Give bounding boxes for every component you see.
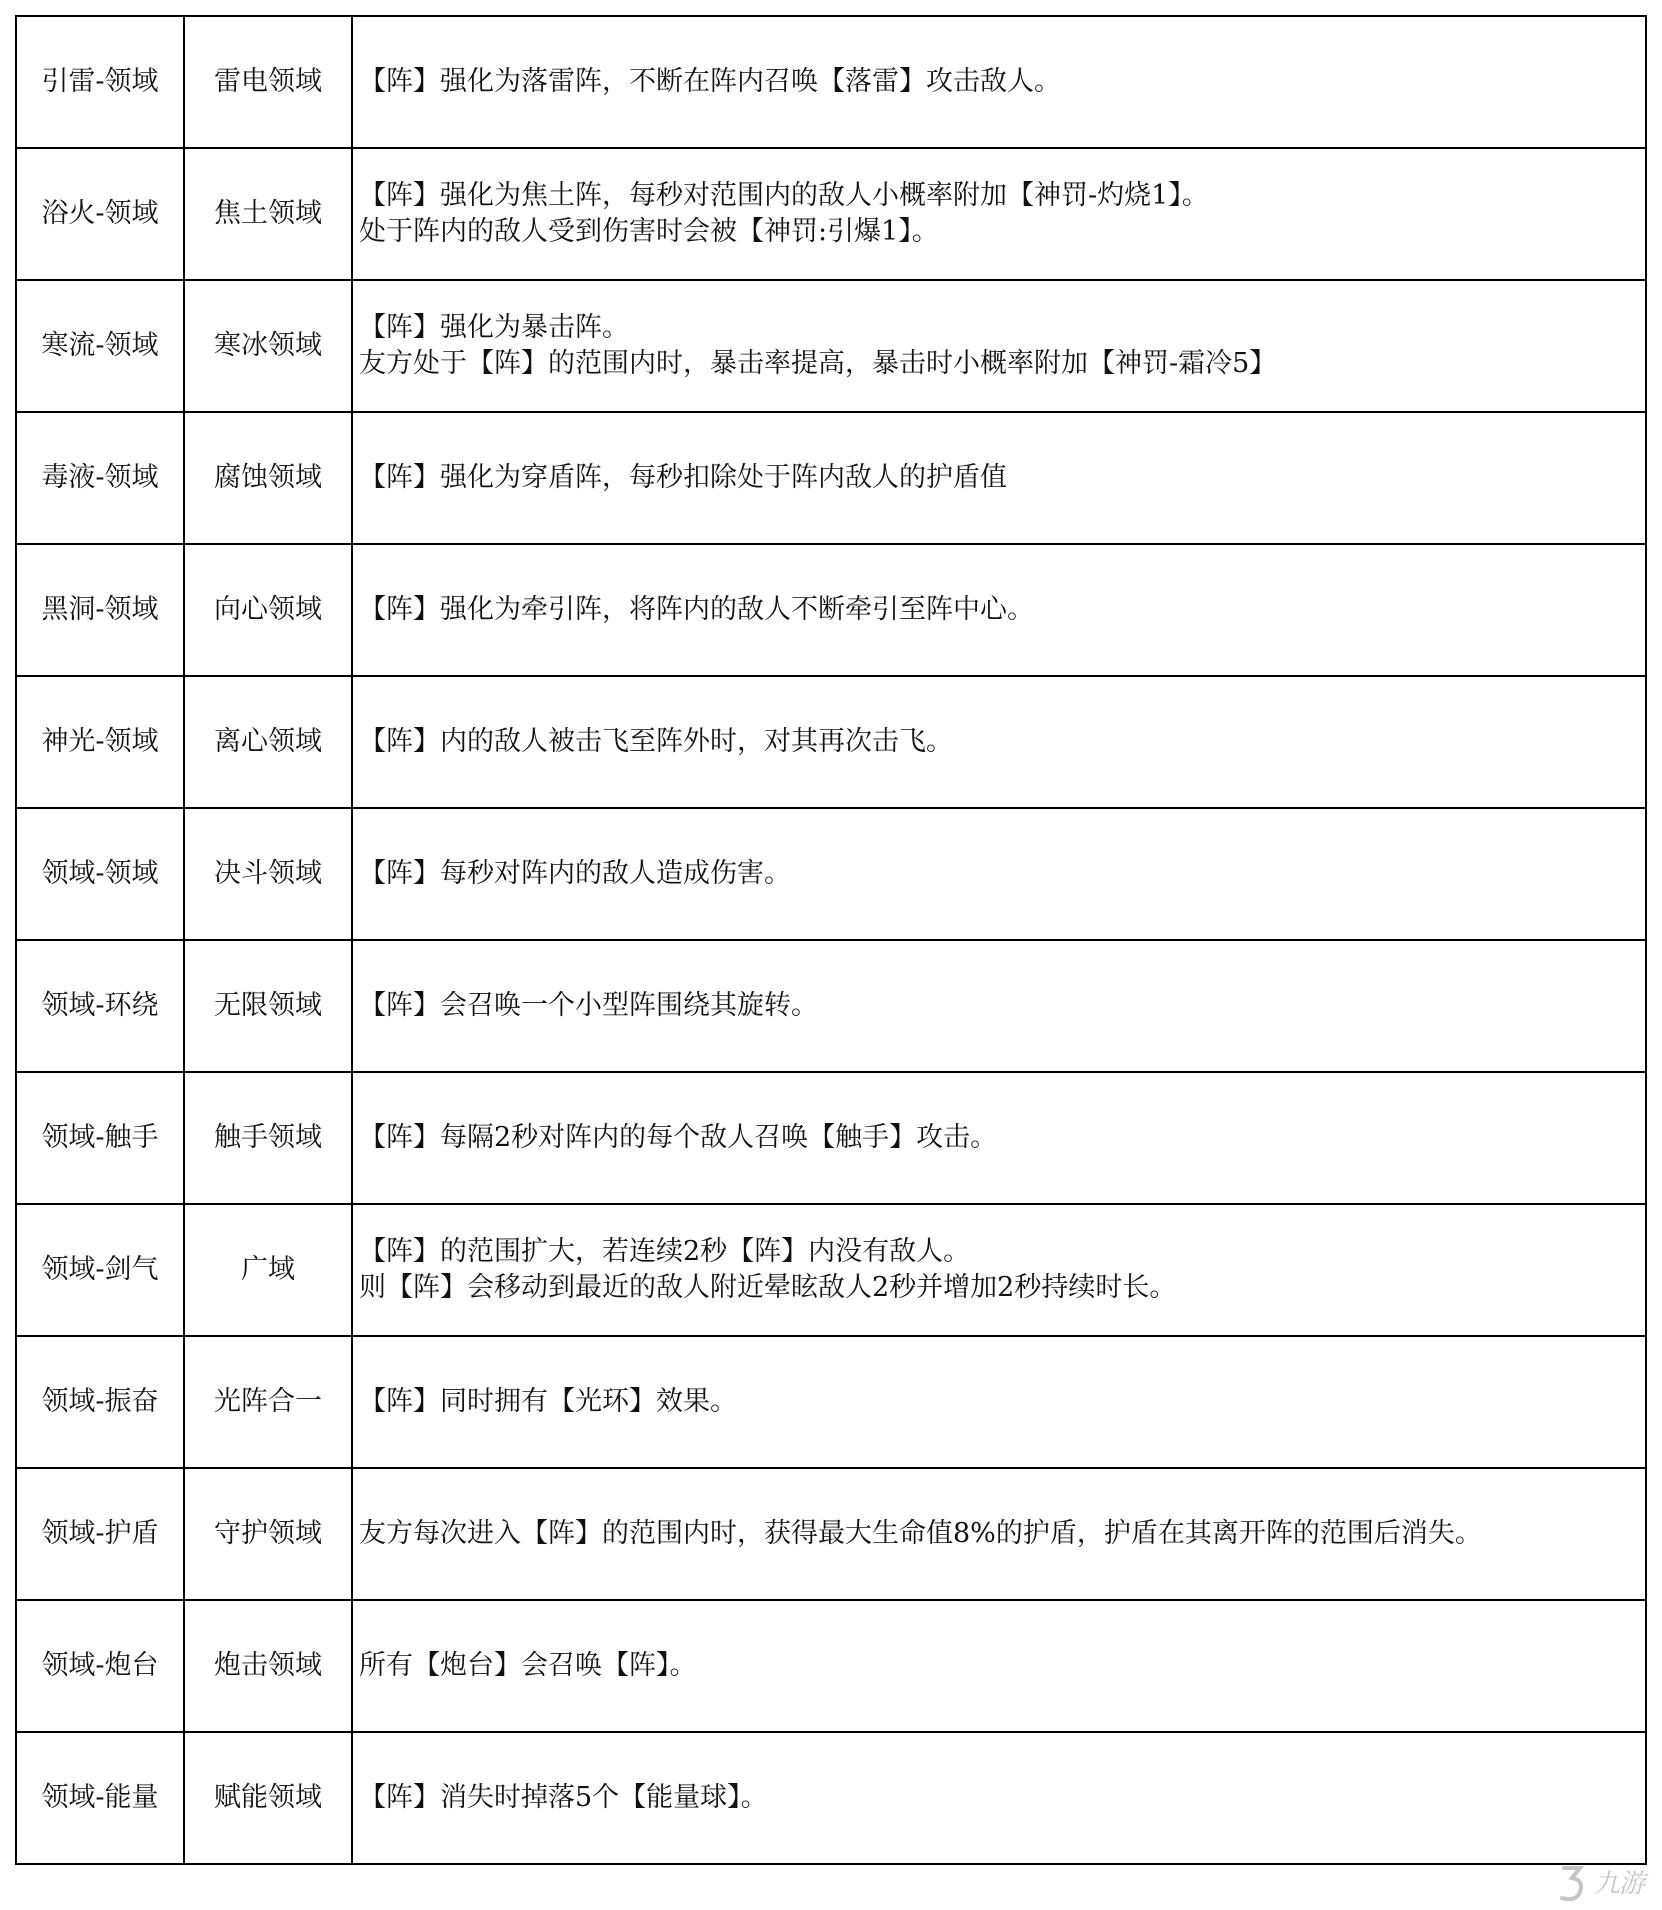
effect-line: 【阵】同时拥有【光环】效果。 (359, 1386, 737, 1417)
effect-cell (352, 676, 1646, 808)
effect-cell (352, 1072, 1646, 1204)
combo-cell: 神光-领域 (16, 676, 184, 808)
effect-cell (352, 148, 1646, 280)
effect-cell (352, 1336, 1646, 1468)
effect-line: 【阵】内的敌人被击飞至阵外时，对其再次击飞。 (359, 726, 953, 757)
table-row (16, 1072, 1646, 1204)
table-row (16, 1336, 1646, 1468)
effect-line: 友方每次进入【阵】的范围内时，获得最大生命值8%的护盾，护盾在其离开阵的范围后消失。 (359, 1518, 1482, 1549)
table-row (16, 412, 1646, 544)
domain-name-cell: 决斗领域 (184, 808, 352, 940)
table-row (16, 16, 1646, 148)
effect-line: 【阵】强化为暴击阵。 (359, 312, 629, 343)
table-row (16, 1732, 1646, 1864)
domain-name-cell: 炮击领域 (184, 1600, 352, 1732)
watermark-text: 九游 (1593, 1869, 1644, 1899)
table-row (16, 544, 1646, 676)
domain-name-cell: 向心领域 (184, 544, 352, 676)
effect-line: 所有【炮台】会召唤【阵】。 (359, 1650, 697, 1681)
domain-name-cell: 雷电领域 (184, 16, 352, 148)
table-row (16, 1204, 1646, 1336)
effect-line: 【阵】强化为落雷阵，不断在阵内召唤【落雷】攻击敌人。 (359, 66, 1061, 97)
combo-cell: 浴火-领域 (16, 148, 184, 280)
combo-cell: 领域-能量 (16, 1732, 184, 1864)
effect-cell (352, 1468, 1646, 1600)
effect-cell (352, 544, 1646, 676)
effect-line: 【阵】强化为穿盾阵，每秒扣除处于阵内敌人的护盾值 (359, 462, 1007, 493)
combo-cell: 领域-炮台 (16, 1600, 184, 1732)
effect-line: 【阵】每隔2秒对阵内的每个敌人召唤【触手】攻击。 (359, 1122, 998, 1153)
effect-cell (352, 940, 1646, 1072)
effect-line: 友方处于【阵】的范围内时，暴击率提高，暴击时小概率附加【神罚-霜冷5】 (359, 348, 1277, 379)
combo-cell: 毒液-领域 (16, 412, 184, 544)
domain-name-cell: 无限领域 (184, 940, 352, 1072)
table-row (16, 148, 1646, 280)
domain-name-cell: 光阵合一 (184, 1336, 352, 1468)
domain-name-cell: 寒冰领域 (184, 280, 352, 412)
combo-cell: 黑洞-领域 (16, 544, 184, 676)
domain-name-cell: 焦土领域 (184, 148, 352, 280)
table-body (16, 16, 1646, 1864)
combo-cell: 领域-触手 (16, 1072, 184, 1204)
effect-line: 【阵】强化为焦土阵，每秒对范围内的敌人小概率附加【神罚-灼烧1】。 (359, 180, 1209, 211)
effect-cell (352, 1600, 1646, 1732)
combo-cell: 领域-护盾 (16, 1468, 184, 1600)
combo-cell: 引雷-领域 (16, 16, 184, 148)
effect-line: 【阵】强化为牵引阵，将阵内的敌人不断牵引至阵中心。 (359, 594, 1034, 625)
combo-cell: 寒流-领域 (16, 280, 184, 412)
combo-cell: 领域-剑气 (16, 1204, 184, 1336)
effect-line: 【阵】每秒对阵内的敌人造成伤害。 (359, 858, 791, 889)
effect-cell (352, 412, 1646, 544)
effect-cell (352, 808, 1646, 940)
domain-name-cell: 赋能领域 (184, 1732, 352, 1864)
table-row (16, 808, 1646, 940)
skill-combo-table (15, 15, 1647, 1865)
effect-line: 【阵】会召唤一个小型阵围绕其旋转。 (359, 990, 818, 1021)
domain-name-cell: 触手领域 (184, 1072, 352, 1204)
combo-cell: 领域-环绕 (16, 940, 184, 1072)
effect-line: 【阵】消失时掉落5个【能量球】。 (359, 1782, 768, 1813)
domain-name-cell: 守护领域 (184, 1468, 352, 1600)
combo-cell: 领域-领域 (16, 808, 184, 940)
effect-cell (352, 16, 1646, 148)
table-row (16, 1600, 1646, 1732)
effect-line: 则【阵】会移动到最近的敌人附近晕眩敌人2秒并增加2秒持续时长。 (359, 1272, 1177, 1303)
effect-cell (352, 1732, 1646, 1864)
table-row (16, 676, 1646, 808)
table-row (16, 940, 1646, 1072)
effect-cell (352, 280, 1646, 412)
table-row (16, 1468, 1646, 1600)
watermark (1550, 1858, 1650, 1906)
domain-name-cell: 广域 (184, 1204, 352, 1336)
effect-line: 处于阵内的敌人受到伤害时会被【神罚:引爆1】。 (359, 216, 939, 247)
effect-line: 【阵】的范围扩大，若连续2秒【阵】内没有敌人。 (359, 1236, 971, 1267)
table-row (16, 280, 1646, 412)
domain-name-cell: 离心领域 (184, 676, 352, 808)
combo-cell: 领域-振奋 (16, 1336, 184, 1468)
effect-cell (352, 1204, 1646, 1336)
domain-name-cell: 腐蚀领域 (184, 412, 352, 544)
